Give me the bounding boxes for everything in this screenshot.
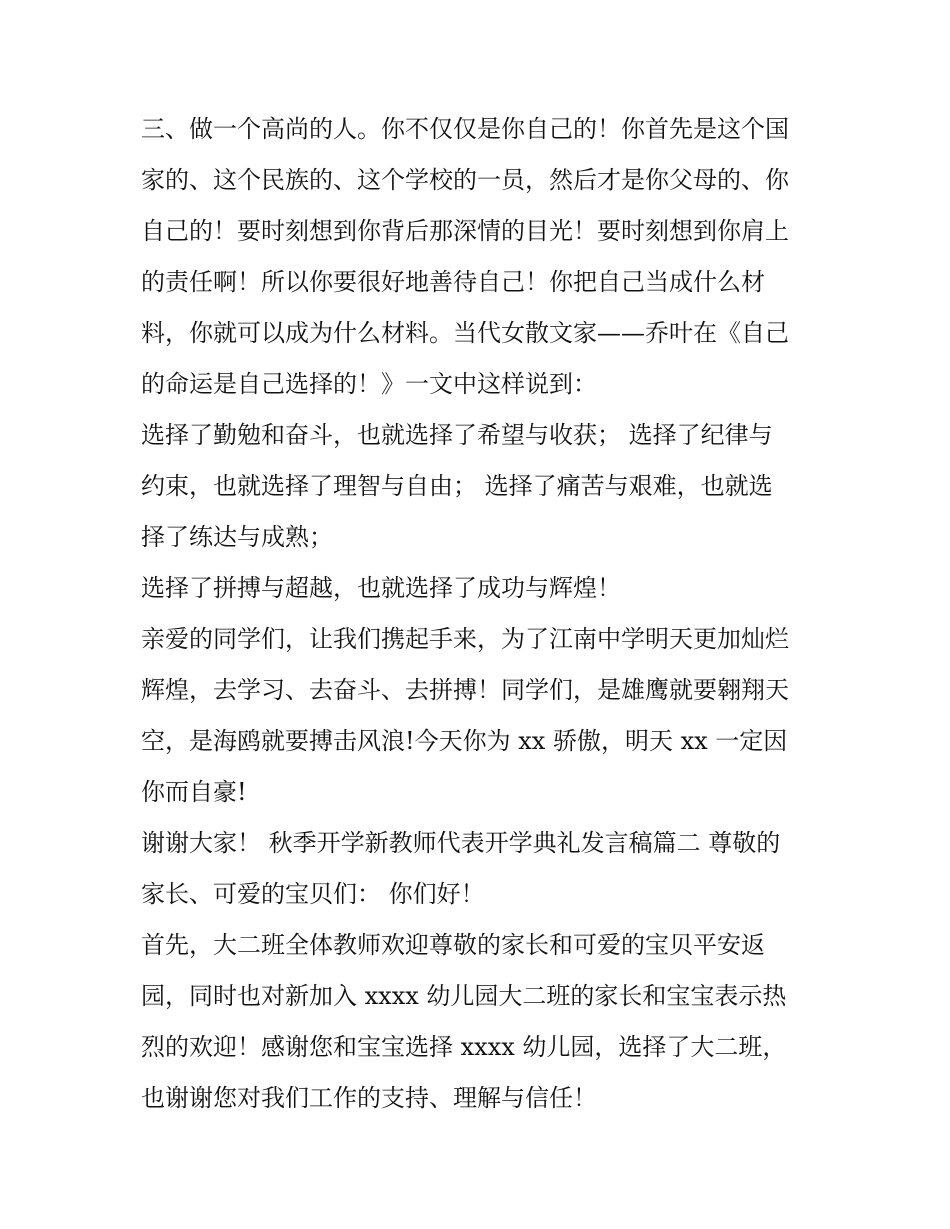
text-line: 的命运是自己选择的！》一文中这样说到：	[141, 370, 597, 398]
text-line: 选择了拼搏与超越，也就选择了成功与辉煌！	[141, 574, 621, 602]
text-line: 你而自豪!	[141, 778, 247, 806]
text-line: 谢谢大家！ 秋季开学新教师代表开学典礼发言稿篇二 尊敬的	[141, 829, 781, 857]
text-line: 约束，也就选择了理智与自由； 选择了痛苦与艰难，也就选	[141, 472, 773, 500]
text-line: 园，同时也对新加入 xxxx 幼儿园大二班的家长和宝宝表示热	[141, 982, 787, 1010]
text-line: 家长、可爱的宝贝们： 你们好！	[141, 880, 485, 908]
text-line: 择了练达与成熟；	[141, 523, 333, 551]
text-line: 烈的欢迎！感谢您和宝宝选择 xxxx 幼儿园，选择了大二班，	[141, 1033, 787, 1061]
document-body	[141, 108, 821, 1128]
text-line: 辉煌，去学习、去奋斗、去拼搏！同学们，是雄鹰就要翱翔天	[141, 676, 789, 704]
text-line: 首先，大二班全体教师欢迎尊敬的家长和可爱的宝贝平安返	[141, 931, 765, 959]
text-line: 自己的！要时刻想到你背后那深情的目光！要时刻想到你肩上	[141, 217, 789, 245]
text-line: 家的、这个民族的、这个学校的一员，然后才是你父母的、你	[141, 166, 789, 194]
text-line: 也谢谢您对我们工作的支持、理解与信任！	[141, 1084, 597, 1112]
text-line: 选择了勤勉和奋斗，也就选择了希望与收获； 选择了纪律与	[141, 421, 773, 449]
text-line: 亲爱的同学们，让我们携起手来，为了江南中学明天更加灿烂	[141, 625, 789, 653]
text-line: 料，你就可以成为什么材料。当代女散文家——乔叶在《自己	[141, 319, 789, 347]
text-line: 的责任啊！所以你要很好地善待自己！你把自己当成什么材	[141, 268, 765, 296]
text-line: 三、做一个高尚的人。你不仅仅是你自己的！你首先是这个国	[141, 115, 789, 143]
text-line: 空，是海鸥就要搏击风浪!今天你为 xx 骄傲，明天 xx 一定因	[141, 727, 788, 755]
